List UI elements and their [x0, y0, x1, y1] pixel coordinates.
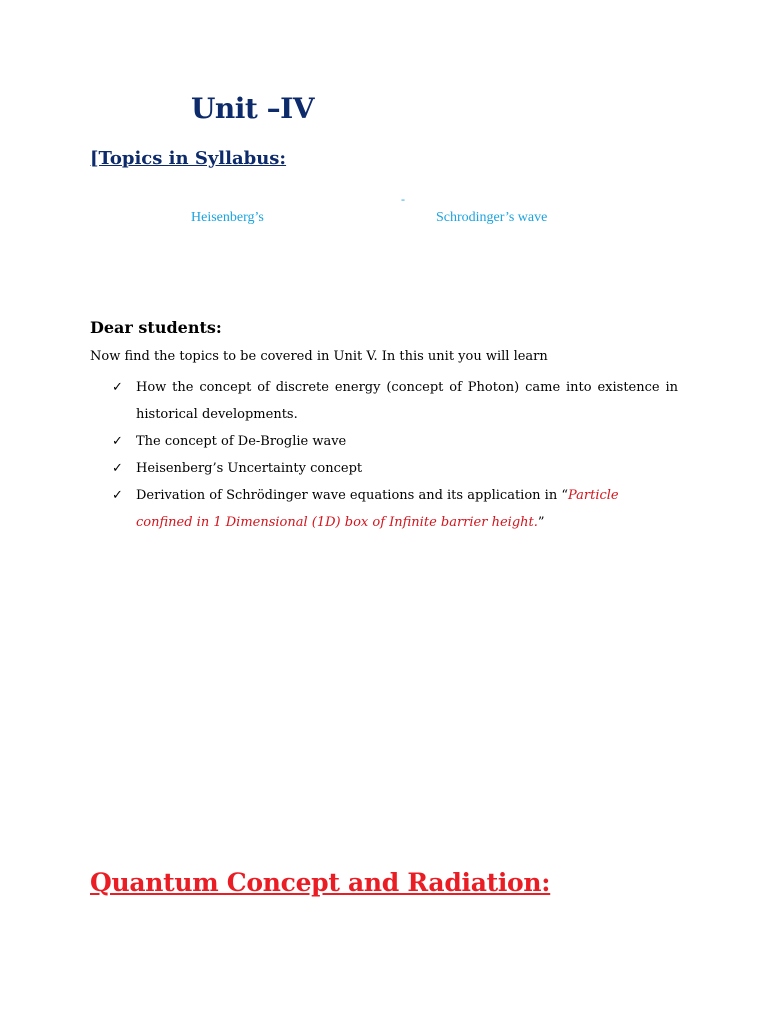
unit-title: Unit –IV: [191, 92, 314, 125]
list-item: [112, 482, 678, 536]
list-item-text: Derivation of Schrödinger wave equations and its application in “: [136, 488, 568, 503]
faint-text-heisenberg: Heisenberg’s: [191, 210, 264, 225]
faint-text-schrodinger: Schrodinger’s wave: [436, 210, 548, 225]
topics-heading: [Topics in Syllabus:: [90, 148, 287, 169]
check-icon: ✓: [112, 461, 123, 476]
section-heading: Quantum Concept and Radiation:: [90, 868, 551, 897]
list-item-text: The concept of De-Broglie wave: [136, 434, 347, 449]
list-item-text: How the concept of discrete energy (concept of Photon) came into existence in historical developments.: [136, 380, 678, 422]
check-icon: ✓: [112, 434, 123, 449]
list-item: [112, 374, 678, 428]
greeting: Dear students:: [90, 318, 222, 337]
check-icon: ✓: [112, 488, 123, 503]
intro-text: Now find the topics to be covered in Unit V. In this unit you will learn: [90, 349, 548, 364]
faint-dash: -: [401, 192, 405, 206]
topic-list: [112, 374, 678, 536]
list-item-text: Heisenberg’s Uncertainty concept: [136, 461, 363, 476]
list-item-text-end: ”: [537, 515, 545, 530]
list-item: [112, 428, 678, 455]
check-icon: ✓: [112, 380, 123, 395]
list-item: [112, 455, 678, 482]
highlight-text: Particle confined in 1 Dimensional (1D) box of Infinite barrier height.: [136, 488, 619, 530]
